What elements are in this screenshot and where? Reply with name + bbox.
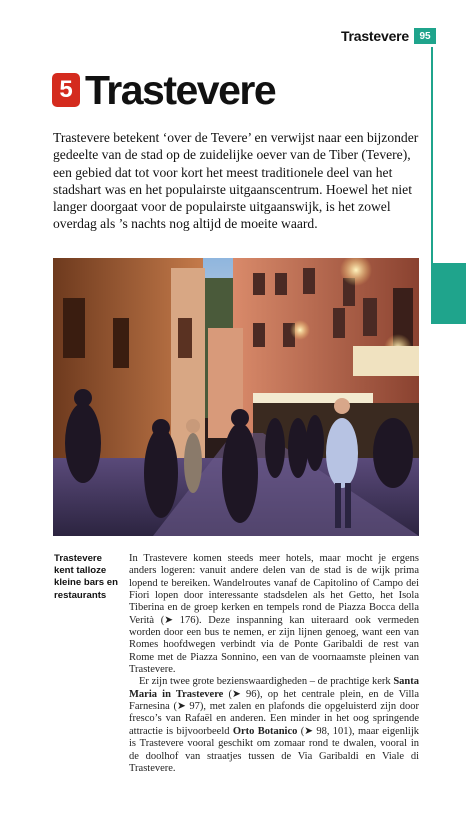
running-header bbox=[341, 27, 436, 45]
intro-paragraph: Trastevere betekent ‘over de Tevere’ en verwijst naar een bijzonder gedeelte van de stad op de zuidelijke oever van de Tiber (Tevere), een gebied dat tot voor kort het meest traditionele deel van het stadshart was en het populairste uitgaanscentrum. Hoewel het niet langer doorgaat voor de populairste uitgaanswijk, is het zowel overdag als ’s nachts nog altijd de moeite waard. bbox=[53, 130, 419, 232]
body-paragraph: Er zijn twee grote bezienswaardigheden – de prachtige kerk Santa Maria in Trastevere (➤ 96), op het centrale plein, en de Villa Farnesina (➤ 97), met zalen en plafonds die opgeluisterd zijn door fresco’s van Rafaël en anderen. Een minder in het oog springende attractie is bijvoorbeeld Orto Botanico (➤ 98, 101), maar eigenlijk is Trastevere vooral geschikt om zomaar rond te dwalen, vooral in de doolhof van straatjes tussen de Via Garibaldi en Viale di Trastevere. bbox=[129, 676, 419, 774]
margin-rule bbox=[431, 47, 433, 295]
photo-caption: Trastevere kent talloze kleine bars en restaurants bbox=[54, 553, 118, 601]
street-photo bbox=[53, 258, 419, 536]
running-header-title: Trastevere bbox=[340, 28, 409, 44]
page-title: Trastevere bbox=[85, 67, 276, 113]
santa-maria-link: Santa Maria in Trastevere bbox=[129, 676, 419, 700]
page-number: 95 bbox=[414, 28, 436, 44]
orto-botanico-link: Orto Botanico bbox=[232, 725, 298, 737]
body-paragraph: In Trastevere komen steeds meer hotels, maar mocht je ergens anders logeren: vanuit andere delen van de stad is de wijk prima lopend te bereiken. Wandelroutes vanaf de Capitolino of Campo dei Fiori lopen door interessante stadsdelen als het Getto, het Isola Tiberina en de groep kerken en tempels rond de Piazza Bocca della Verità (➤ 176). Deze inspanning kan uiteraard ook vermeden worden door een bus te nemen, er zijn lijnen genoeg, want een van Romes hoofdwegen verbindt via de Ponte Garibaldi de rest van Rome met de Piazza Sonnino, een van de voornaamste pleinen van Trastevere. bbox=[129, 553, 419, 676]
section-number-badge: 5 bbox=[52, 73, 80, 107]
body-text bbox=[129, 553, 419, 775]
section-heading bbox=[52, 68, 275, 112]
chapter-thumb-tab bbox=[431, 263, 466, 324]
